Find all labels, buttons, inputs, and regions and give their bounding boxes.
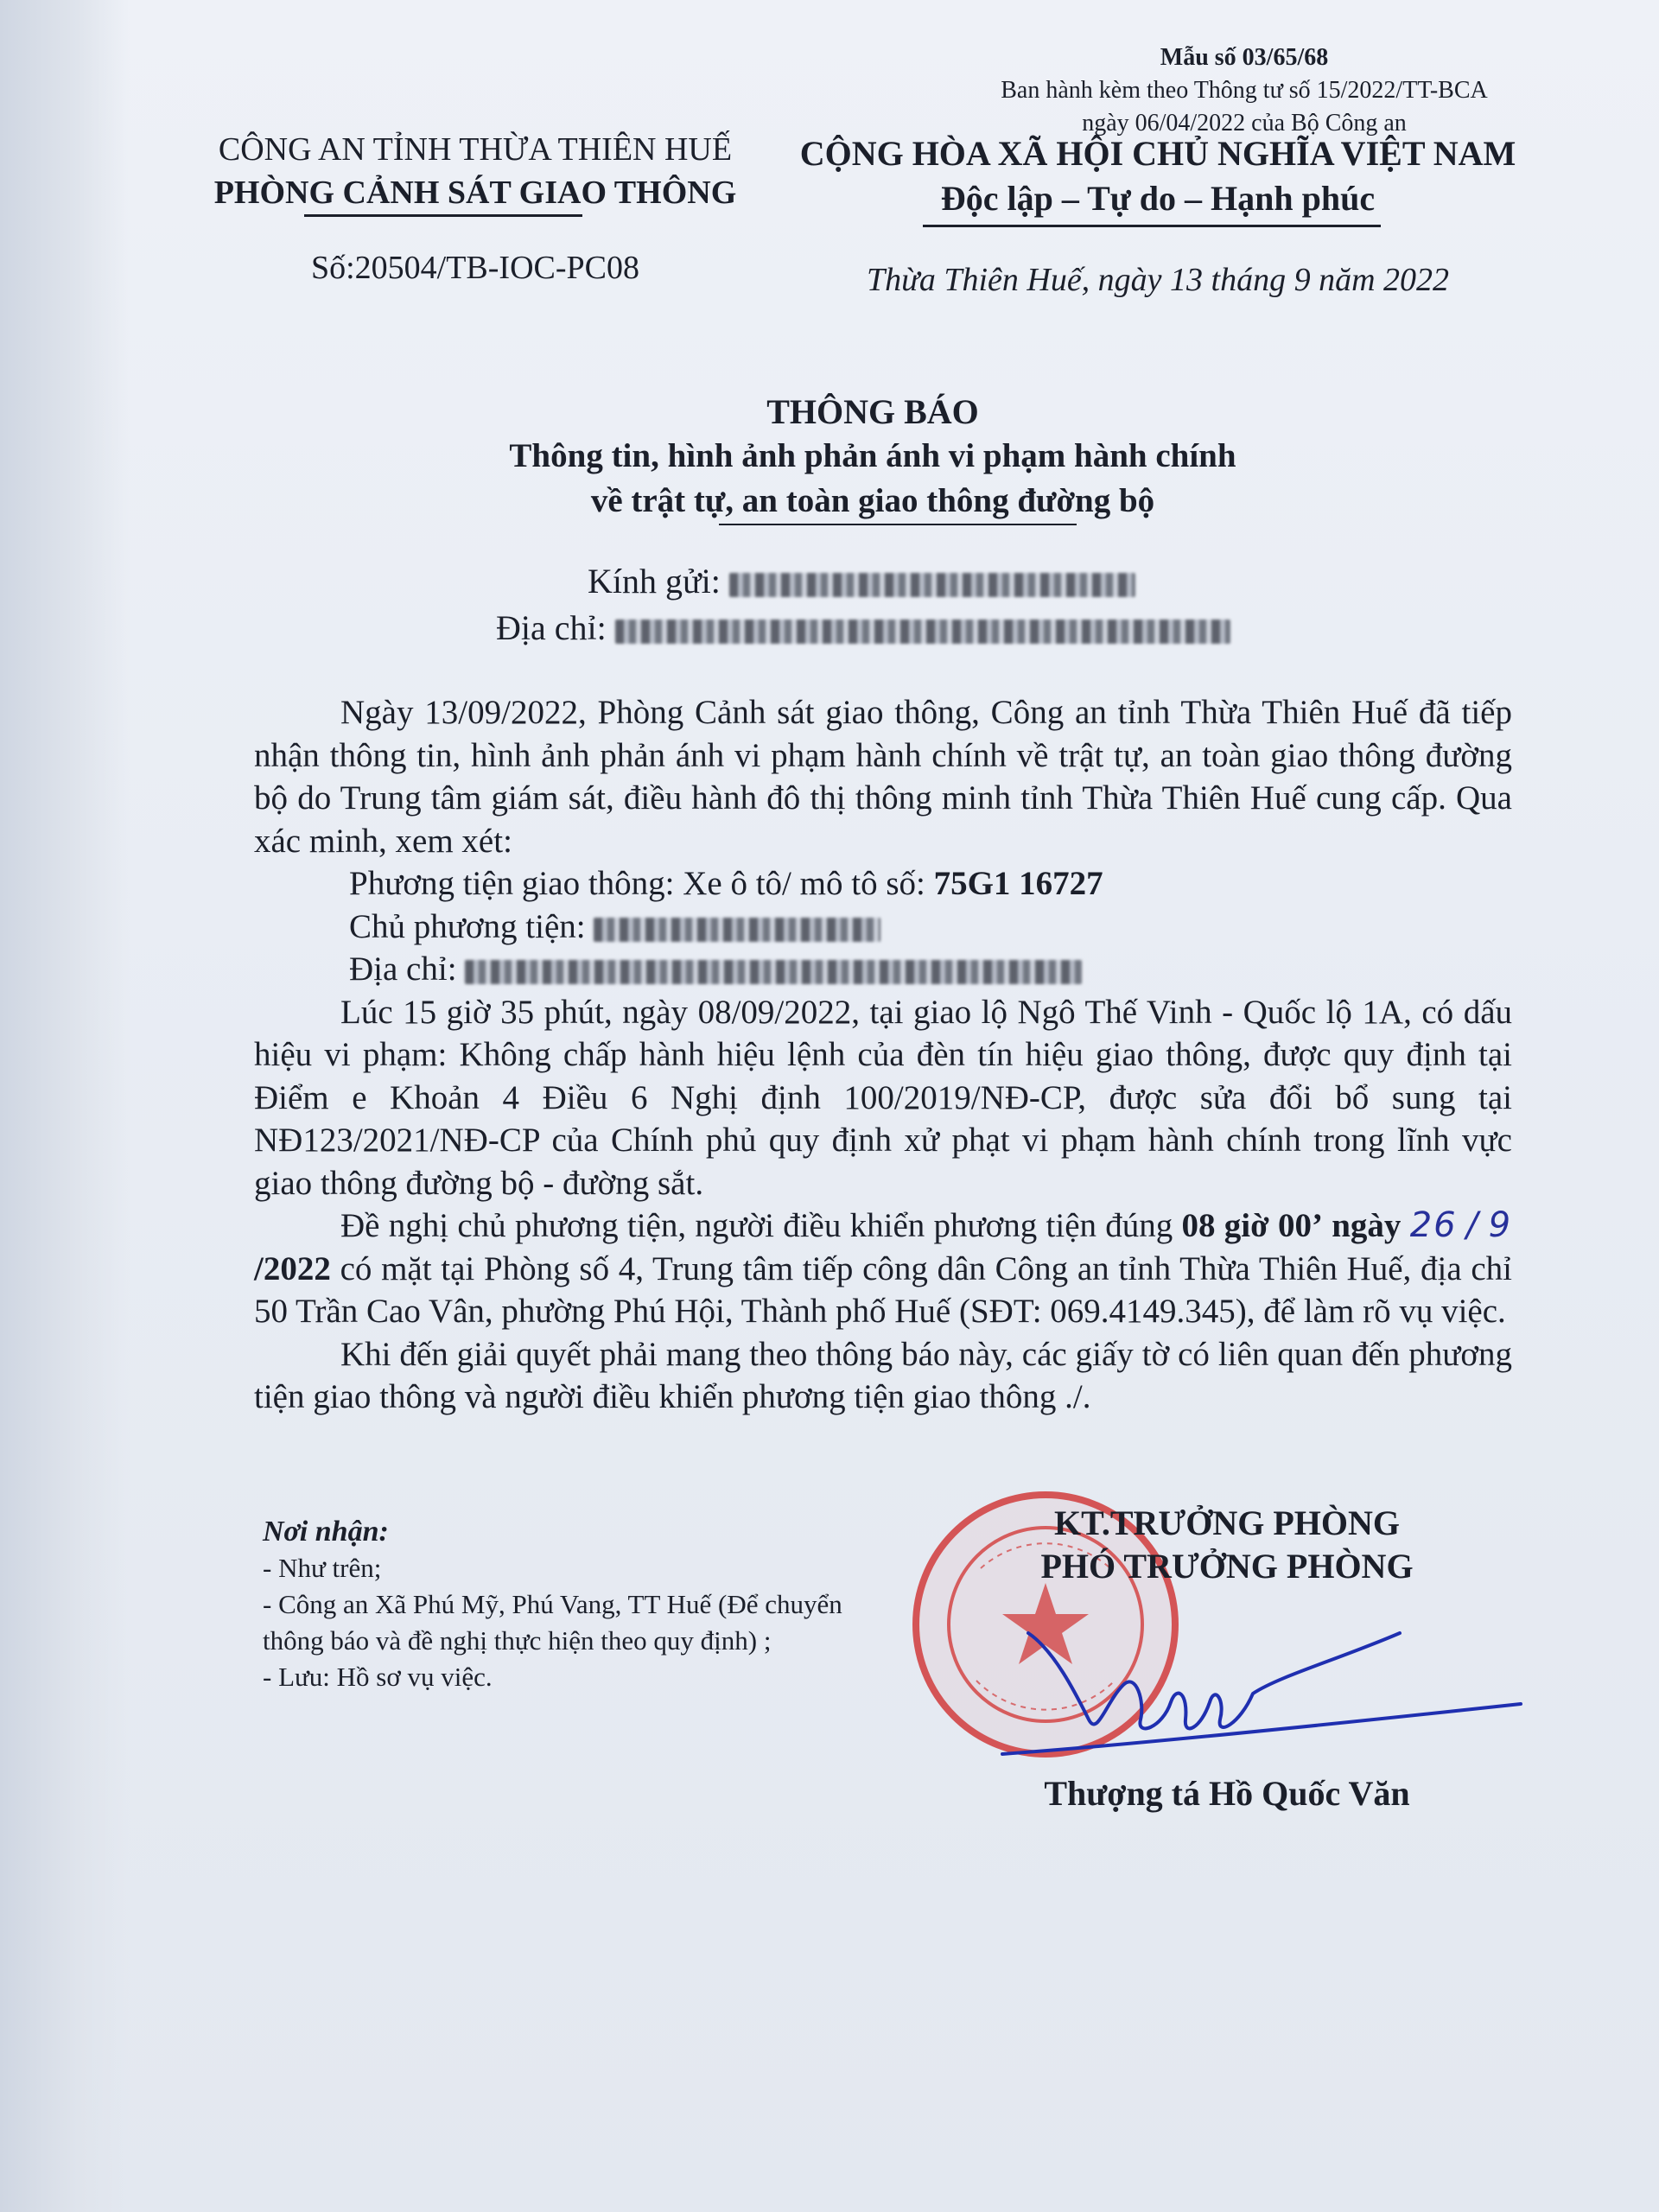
body-paragraph-3: Đề nghị chủ phương tiện, người điều khiển phương tiện đúng 08 giờ 00’ ngày 26 / 9 /2022 có mặt tại Phòng số 4, Trung tâm tiếp công dân Công an tỉnh Thừa Thiên Huế, địa chỉ 50 Trần Cao Vân, phường Phú Hội, Thành phố Huế (SĐT: 069.4149.345), để làm rõ vụ việc. (254, 1205, 1513, 1330)
body-paragraph-4: Khi đến giải quyết phải mang theo thông báo này, các giấy tờ có liên quan đến phương tiện giao thông và người điều khiển phương tiện giao thông ./. (254, 1335, 1512, 1415)
form-issuance-line: Ban hành kèm theo Thông tư số 15/2022/TT-BCA (1001, 77, 1488, 104)
recipient-item: - Công an Xã Phú Mỹ, Phú Vang, TT Huế (Để chuyển thông báo và đề nghị thực hiện theo quy định) ; (263, 1589, 842, 1656)
para3-rest: có mặt tại Phòng số 4, Trung tâm tiếp công dân Công an tỉnh Thừa Thiên Huế, địa chỉ 50 Trần Cao Vân, phường Phú Hội, Thành phố Huế (SĐT: 069.4149.345), để làm rõ vụ việc. (254, 1249, 1512, 1330)
handwritten-signature (994, 1599, 1529, 1771)
form-issuance-date: ngày 06/04/2022 của Bộ Công an (1082, 110, 1407, 137)
recipient-item: - Như trên; (263, 1553, 382, 1583)
body-paragraph-1: Ngày 13/09/2022, Phòng Cảnh sát giao thông, Công an tỉnh Thừa Thiên Huế đã tiếp nhận thông tin, hình ảnh phản ánh vi phạm hành chính về trật tự, an toàn giao thông đường bộ do Trung tâm giám sát, điều hành đô thị thông minh tỉnh Thừa Thiên Huế cung cấp. Qua xác minh, xem xét: (254, 694, 1512, 860)
national-header (778, 131, 1538, 221)
issuer-agency: CÔNG AN TỈNH THỪA THIÊN HUẾ (218, 131, 733, 168)
issuer-underline (304, 214, 582, 217)
appointment-year: /2022 (254, 1249, 331, 1287)
national-motto: Độc lập – Tự do – Hạnh phúc (940, 179, 1376, 218)
redacted-name (729, 573, 1135, 597)
issuer-header (173, 128, 778, 214)
title-underline (719, 524, 1077, 525)
addressee-to-label: Kính gửi: (588, 562, 721, 601)
recipients-block (263, 1514, 868, 1695)
redacted-owner-address (465, 960, 1082, 984)
appointment-day-label: ngày (1332, 1207, 1402, 1244)
place-and-date: Thừa Thiên Huế, ngày 13 tháng 9 năm 2022 (866, 262, 1450, 298)
redacted-owner (594, 918, 880, 942)
handwritten-day: 26 (1409, 1205, 1458, 1245)
signature-line-1: KT.TRƯỞNG PHÒNG (1054, 1503, 1400, 1542)
signature-line-2: PHÓ TRƯỞNG PHÒNG (1040, 1547, 1414, 1586)
owner-label: Chủ phương tiện: (349, 907, 586, 945)
issuer-department: PHÒNG CẢNH SÁT GIAO THÔNG (213, 175, 737, 211)
body-paragraph-2: Lúc 15 giờ 35 phút, ngày 08/09/2022, tại giao lộ Ngô Thế Vinh - Quốc lộ 1A, có dấu hiệu vi phạm: Không chấp hành hiệu lệnh của đèn tín hiệu giao thông, được quy định tại Điểm e Khoản 4 Điều 6 Nghị định 100/2019/NĐ-CP, được sửa đổi bổ sung tại NĐ123/2021/NĐ-CP của Chính phủ quy định xử phạt vi phạm hành chính trong lĩnh vực giao thông đường bộ - đường sắt. (254, 993, 1512, 1202)
owner-address-label: Địa chỉ: (349, 950, 457, 988)
addressee-address-label: Địa chỉ: (496, 608, 607, 647)
signature-title (933, 1502, 1521, 1588)
para3-start: Đề nghị chủ phương tiện, người điều khiển phương tiện đúng (340, 1207, 1173, 1244)
form-number: Mẫu số 03/65/68 (1160, 44, 1329, 71)
notice-body (254, 691, 1512, 1419)
vehicle-plate: 75G1 16727 (933, 865, 1103, 902)
addressee-to (588, 558, 1135, 605)
redacted-address (615, 620, 1230, 644)
vehicle-label: Phương tiện giao thông: Xe ô tô/ mô tô số: (349, 865, 925, 902)
notice-subtitle-2: về trật tự, an toàn giao thông đường bộ (590, 482, 1155, 519)
appointment-time: 08 giờ 00’ (1181, 1207, 1323, 1244)
notice-title-block (259, 391, 1486, 524)
vehicle-line (254, 862, 1512, 906)
country-name: CỘNG HÒA XÃ HỘI CHỦ NGHĨA VIỆT NAM (799, 134, 1516, 173)
owner-address-line (254, 948, 1512, 991)
owner-line (254, 906, 1512, 949)
form-number-block (916, 41, 1573, 140)
recipient-item: - Lưu: Hồ sơ vụ việc. (263, 1662, 493, 1692)
notice-title: THÔNG BÁO (766, 392, 979, 431)
signer-name: Thượng tá Hồ Quốc Văn (1044, 1774, 1410, 1813)
document-number: Số:20504/TB-IOC-PC08 (310, 250, 640, 286)
addressee-address (496, 605, 1230, 652)
recipients-header: Nơi nhận: (263, 1516, 389, 1548)
motto-underline (923, 225, 1381, 227)
handwritten-month: 9 (1488, 1205, 1513, 1245)
notice-subtitle-1: Thông tin, hình ảnh phản ánh vi phạm hành chính (509, 437, 1236, 474)
